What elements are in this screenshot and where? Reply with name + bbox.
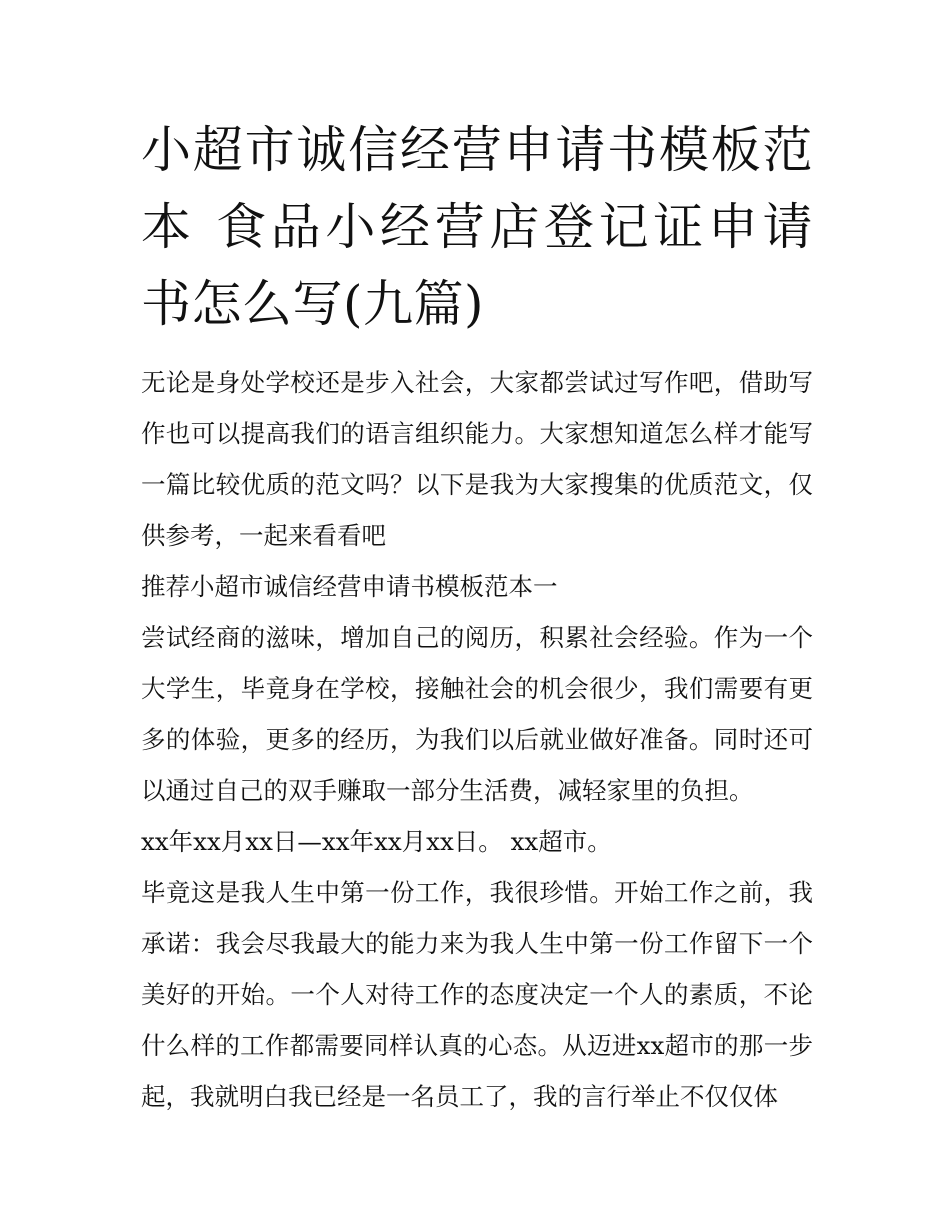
document-body xyxy=(141,357,813,1122)
body-paragraph-purpose: 尝试经商的滋味，增加自己的阅历，积累社会经验。作为一个大学生，毕竟身在学校，接触社会的机会很少，我们需要有更多的体验，更多的经历，为我们以后就业做好准备。同时还可以通过自己的双手赚取一部分生活费，减轻家里的负担。 xyxy=(141,623,813,805)
body-paragraph-commitment: 毕竟这是我人生中第一份工作，我很珍惜。开始工作之前，我承诺：我会尽我最大的能力来为我人生中第一份工作留下一个美好的开始。一个人对待工作的态度决定一个人的素质，不论什么样的工作都需要同样认真的心态。从迈进xx超市的那一步起，我就明白我已经是一名员工了，我的言行举止不仅仅体 xyxy=(141,878,813,1111)
intro-paragraph: 无论是身处学校还是步入社会，大家都尝试过写作吧，借助写作也可以提高我们的语言组织能力。大家想知道怎么样才能写一篇比较优质的范文吗？以下是我为大家搜集的优质范文，仅供参考，一起来看看吧 xyxy=(141,368,813,550)
section-heading: 推荐小超市诚信经营申请书模板范本一 xyxy=(141,572,558,601)
document-title: 小超市诚信经营申请书模板范本 食品小经营店登记证申请书怎么写(九篇) xyxy=(141,121,813,333)
body-paragraph-date-place: xx年xx月xx日—xx年xx月xx日。 xx超市。 xyxy=(141,827,612,856)
document-page xyxy=(141,0,813,1122)
